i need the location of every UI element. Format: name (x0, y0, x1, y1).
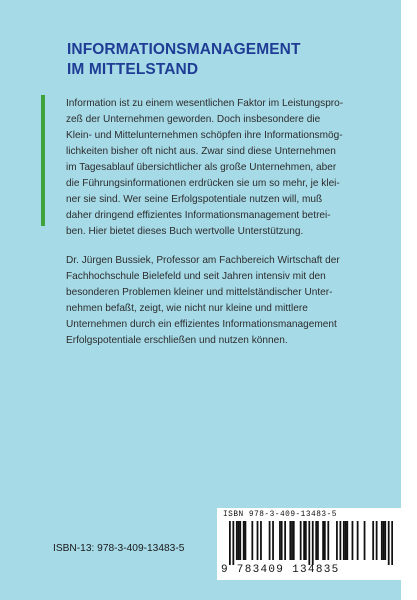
barcode-bar (284, 521, 286, 560)
book-title-line: INFORMATIONSMANAGEMENT (67, 41, 301, 58)
barcode-bar (251, 521, 253, 560)
barcode-bar (357, 521, 359, 560)
blurb-line: Dr. Jürgen Bussiek, Professor am Fachbereich Wirtschaft der (66, 255, 340, 266)
blurb-line: ben. Hier bietet dieses Buch wertvolle Unterstützung. (66, 226, 304, 237)
book-title-line: IM MITTELSTAND (67, 61, 199, 78)
barcode-bar (315, 521, 317, 560)
barcode-bar (243, 521, 245, 560)
barcode-icon (229, 521, 393, 565)
barcode-bar (238, 521, 240, 560)
blurb-line: Klein- und Mittelunternehmen schöpfen ihre Informationsmög- (66, 130, 343, 141)
edge-strip (401, 0, 417, 600)
blurb-line: besonderen Problemen kleiner und mittelständischer Unter- (66, 287, 333, 298)
blurb-line: Erfolgspotentiale erschließen und nutzen können. (66, 335, 288, 346)
barcode-bar (388, 521, 390, 565)
barcode-bar (305, 521, 307, 560)
barcode-bar (345, 521, 347, 560)
barcode-bar (376, 521, 378, 560)
barcode-bar (312, 521, 314, 565)
blurb-line: die Führungsinformationen erdrücken sie um so mehr, je klei- (66, 178, 340, 189)
blurb-line: ner sie sind. Wer seine Erfolgspotentiale nutzen will, muß (66, 194, 323, 205)
barcode-isbn-text: ISBN 978-3-409-13483-5 (223, 511, 337, 519)
barcode-bar (336, 521, 338, 560)
barcode-bar (245, 521, 247, 560)
barcode-digits: 9 783409 134835 (221, 564, 340, 576)
blurb-line: Unternehmen durch ein effizientes Informationsmanagement (66, 319, 337, 330)
barcode-bar (257, 521, 259, 560)
barcode-bar (327, 521, 329, 560)
barcode-bar (364, 521, 366, 560)
barcode-bar (272, 521, 274, 560)
barcode-bar (303, 521, 305, 560)
barcode-bar (384, 521, 386, 560)
isbn-13-label: ISBN-13: 978-3-409-13483-5 (53, 543, 185, 554)
blurb-line: nehmen befaßt, zeigt, wie nicht nur kleine und mittlere (66, 303, 308, 314)
barcode-bar (269, 521, 271, 560)
barcode-bar (391, 521, 393, 565)
barcode-bar (324, 521, 326, 560)
barcode-bar (372, 521, 374, 560)
blurb-line: Fachhochschule Bielefeld und seit Jahren intensiv mit den (66, 271, 326, 282)
barcode-bar (322, 521, 324, 560)
book-title (67, 40, 301, 80)
barcode-bar (381, 521, 383, 560)
blurb-paragraph-1 (66, 96, 343, 240)
blurb-line: zeß der Unternehmen geworden. Doch insbesondere die (66, 114, 321, 125)
blurb-line: daher dringend effizientes Informationsmanagement betrei- (66, 210, 331, 221)
barcode-bar (236, 521, 238, 560)
barcode-bar (281, 521, 283, 560)
barcode-bar (260, 521, 262, 560)
barcode-bar (346, 521, 348, 560)
blurb-line: Information ist zu einem wesentlichen Faktor im Leistungspro- (66, 98, 344, 109)
barcode-bar (289, 521, 291, 560)
barcode-bar (293, 521, 295, 560)
blurb-line: im Tagesablauf übersichtlicher als große Unternehmen, aber (66, 162, 337, 173)
barcode-bar (352, 521, 354, 560)
barcode-label (217, 508, 401, 580)
blurb-line: lichkeiten bisher oft nicht aus. Zwar sind diese Unternehmen (66, 146, 336, 157)
barcode-bar (308, 521, 310, 565)
barcode-bar (300, 521, 302, 560)
barcode-bar (317, 521, 319, 560)
barcode-bar (239, 521, 241, 560)
barcode-bar (229, 521, 231, 565)
barcode-bar (279, 521, 281, 560)
barcode-bar (232, 521, 234, 565)
barcode-bar (339, 521, 341, 560)
green-accent-rule (41, 95, 45, 226)
barcode-bar (343, 521, 345, 560)
barcode-bar (291, 521, 293, 560)
blurb-paragraph-2 (66, 253, 340, 349)
barcode-bar (383, 521, 385, 560)
